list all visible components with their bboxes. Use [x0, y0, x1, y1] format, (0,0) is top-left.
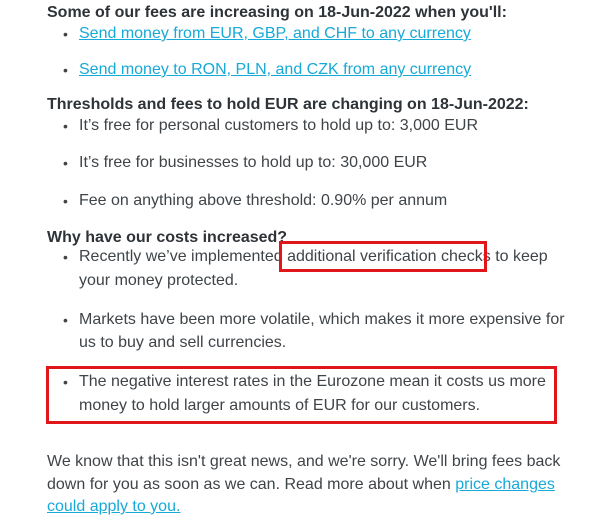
price-changes-link[interactable]: price changes — [455, 476, 555, 493]
verification-checks-highlight: additional verification checks — [287, 248, 491, 265]
why-costs-heading: Why have our costs increased? — [47, 229, 288, 246]
threshold-fee-text: Fee on anything above threshold: 0.90% per annum — [79, 192, 448, 209]
why-item-volatility-line1: Markets have been more volatile, which makes it more expensive for — [79, 311, 565, 328]
threshold-business-text: It’s free for businesses to hold up to: 30,000 EUR — [79, 154, 428, 171]
fee-increase-heading: Some of our fees are increasing on 18-Jun-2022 when you'll: — [47, 4, 507, 21]
why-item-interest-line2: money to hold larger amounts of EUR for our customers. — [79, 397, 481, 414]
why-item-verification-line2: your money protected. — [79, 272, 239, 289]
closing-line2 — [47, 473, 555, 497]
closing-line1: We know that this isn't great news, and we're sorry. We'll bring fees back — [47, 453, 561, 470]
thresholds-heading: Thresholds and fees to hold EUR are changing on 18-Jun-2022: — [47, 96, 529, 113]
why-item-verification-line1 — [79, 245, 548, 269]
why-item-verification-pre: Recently we’ve implemented — [79, 248, 288, 265]
bullet-icon: • — [63, 374, 68, 390]
price-changes-link-continued[interactable]: could apply to you. — [47, 498, 181, 515]
bullet-icon: • — [63, 62, 68, 78]
closing-line3 — [47, 495, 180, 519]
send-to-ron-pln-czk-link[interactable]: Send money to RON, PLN, and CZK from any currency — [79, 61, 472, 78]
closing-line2-text: down for you as soon as we can. Read more about when — [47, 476, 456, 493]
send-from-eur-gbp-chf-link[interactable]: Send money from EUR, GBP, and CHF to any currency — [79, 25, 471, 42]
bullet-icon: • — [63, 155, 68, 171]
bullet-icon: • — [63, 26, 68, 42]
why-item-verification-post: to keep — [490, 248, 548, 265]
bullet-icon: • — [63, 118, 68, 134]
bullet-icon: • — [63, 193, 68, 209]
why-item-volatility-line2: us to buy and sell currencies. — [79, 334, 287, 351]
threshold-personal-text: It’s free for personal customers to hold up to: 3,000 EUR — [79, 117, 479, 134]
bullet-icon: • — [63, 312, 68, 328]
why-item-interest-line1: The negative interest rates in the Eurozone mean it costs us more — [79, 373, 546, 390]
bullet-icon: • — [63, 249, 68, 265]
